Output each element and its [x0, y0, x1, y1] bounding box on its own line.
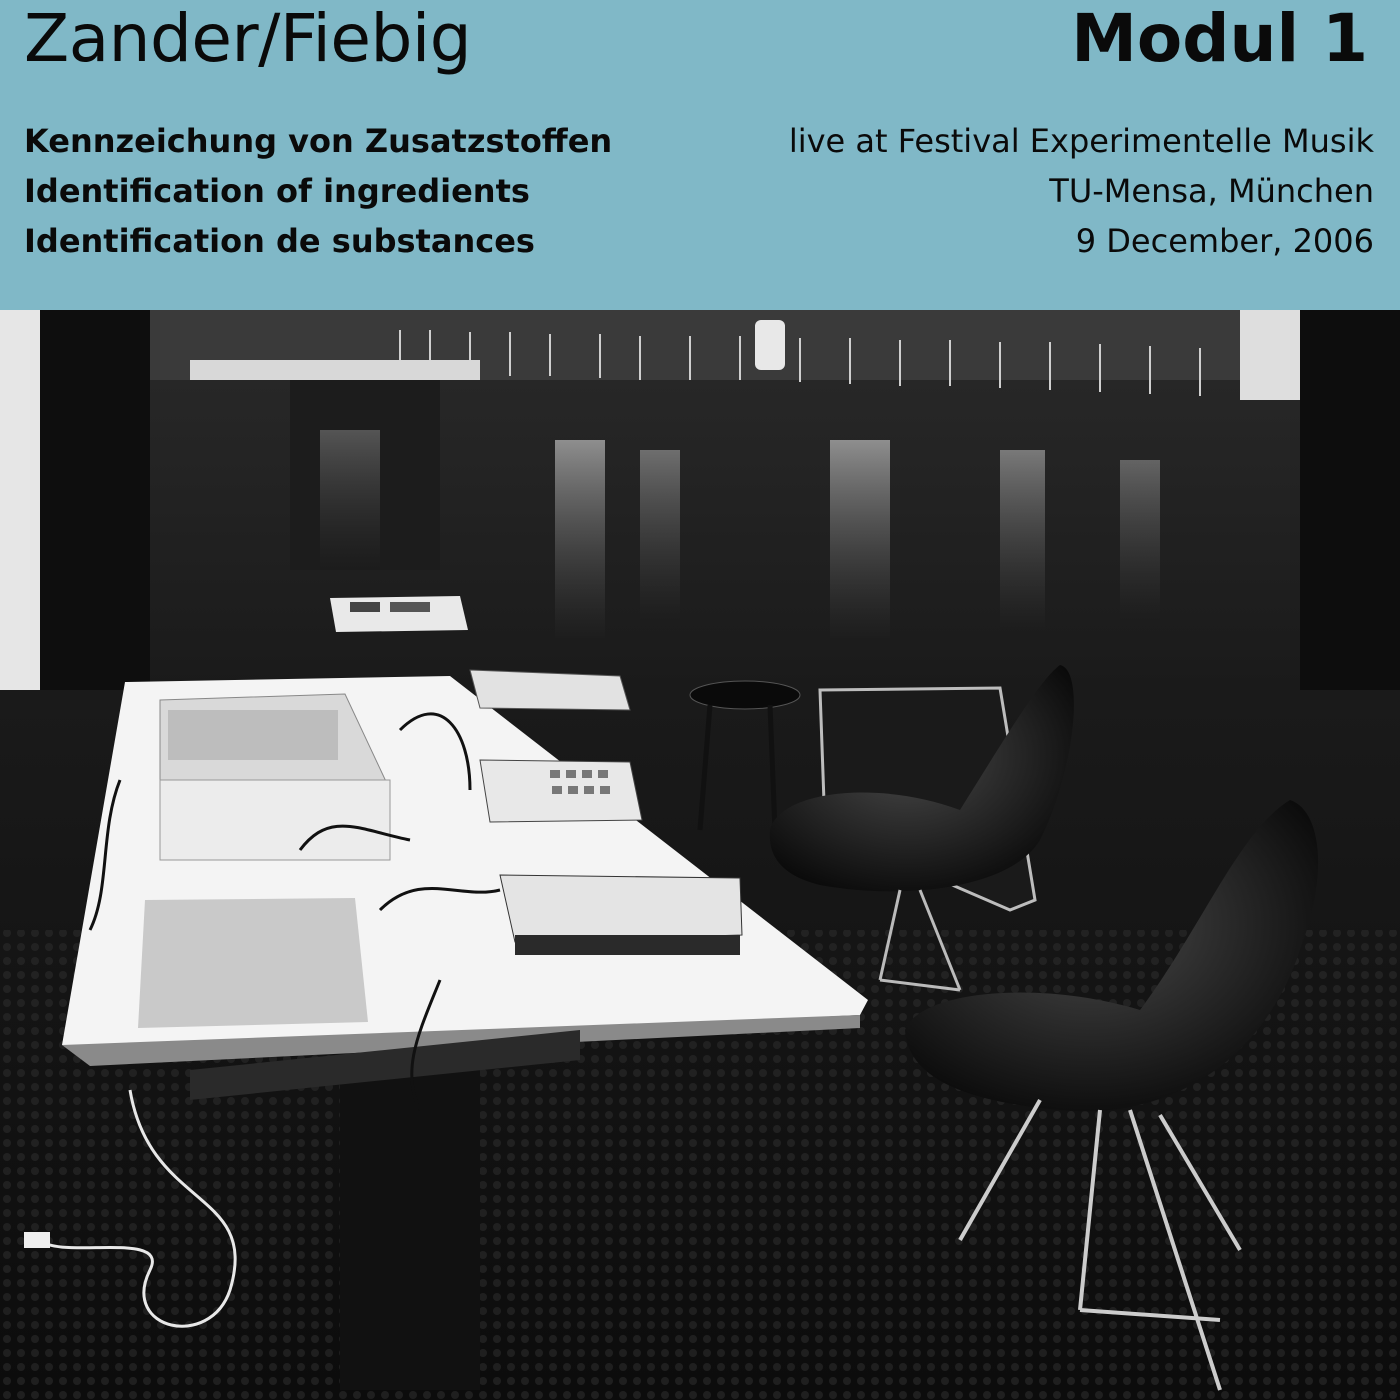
power-plug [24, 1232, 50, 1248]
booklet [138, 898, 368, 1028]
score-sheet [330, 596, 468, 632]
subtitle-french: Identification de substances [24, 222, 535, 260]
artist-name: Zander/Fiebig [24, 0, 472, 77]
left-shadow [40, 310, 150, 690]
left-pillar [0, 310, 40, 690]
groovebox [500, 875, 742, 942]
subtitle-german: Kennzeichung von Zusatzstoffen [24, 122, 613, 160]
far-table-top [190, 360, 480, 380]
cover-header [0, 0, 1400, 310]
synth-base [160, 780, 390, 860]
standing-figure [755, 320, 785, 370]
sheet-image-2 [390, 602, 430, 612]
venue-date: 9 December, 2006 [1075, 222, 1374, 260]
venue-block [789, 116, 1374, 266]
right-door [1240, 310, 1300, 400]
venue-event: live at Festival Experimentelle Musik [788, 122, 1374, 160]
synth-panel [168, 710, 338, 760]
album-title: Modul 1 [1071, 0, 1368, 77]
table-leg [340, 1060, 480, 1390]
stool-seat [690, 681, 800, 709]
subtitle-block [24, 116, 612, 266]
drum-machine-top [470, 670, 630, 710]
groovebox-edge [515, 935, 740, 955]
venue-location: TU-Mensa, München [1049, 172, 1374, 210]
sheet-image [350, 602, 380, 612]
subtitle-english: Identification of ingredients [24, 172, 530, 210]
right-wall [1300, 310, 1400, 690]
photo-illustration [0, 310, 1400, 1400]
cover-photo [0, 310, 1400, 1400]
